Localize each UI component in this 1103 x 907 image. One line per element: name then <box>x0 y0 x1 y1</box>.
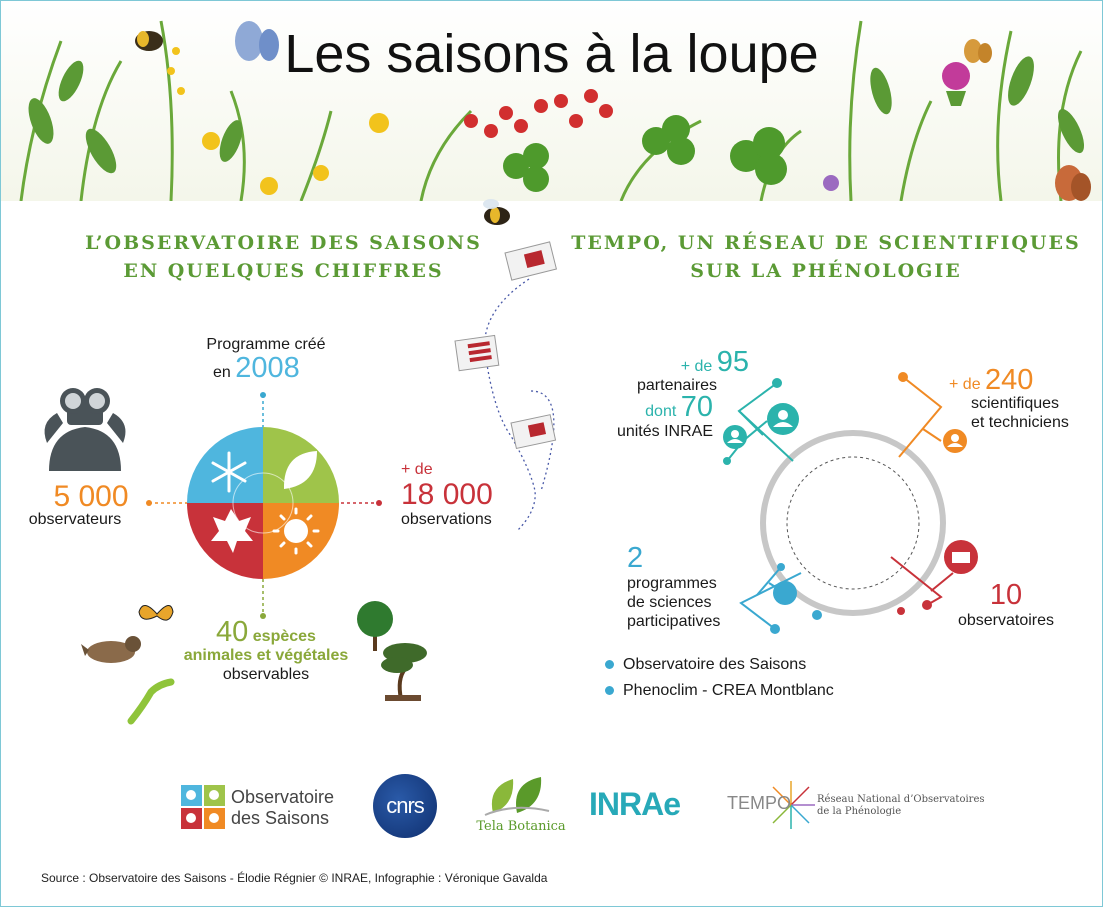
observatories-label: observatoires <box>957 612 1055 629</box>
scientists-block <box>949 364 1069 432</box>
winter-quadrant <box>187 427 263 503</box>
tempo-logo-line2: de la Phénologie <box>817 806 902 817</box>
document-icon <box>455 335 499 370</box>
ods-logo-line1: Observatoire <box>231 787 335 807</box>
program-en-label: en <box>213 364 231 381</box>
tela-leaf-icon <box>483 773 553 817</box>
documents-trail <box>441 241 571 551</box>
partners-label: partenaires <box>637 377 718 394</box>
programs-line1: programmes <box>627 575 717 592</box>
species-line1: espèces <box>252 628 316 645</box>
units-prefix: dont <box>645 403 677 420</box>
programs-line2: de sciences <box>627 594 712 611</box>
species-line3: observables <box>222 666 310 683</box>
program-created <box>213 352 300 384</box>
document-icon <box>505 242 556 280</box>
programs-value: 2 <box>627 542 644 574</box>
lizard-icon <box>131 682 171 721</box>
units-block <box>593 391 713 441</box>
tela-botanica-logo[interactable] <box>471 773 571 839</box>
binoculars-observer-icon <box>39 383 131 471</box>
program-list <box>605 651 834 703</box>
units-value: 70 <box>680 391 713 423</box>
program-list-item-1: Observatoire des Saisons <box>623 655 807 673</box>
animals-illustration <box>81 596 181 726</box>
butterfly-icon <box>139 605 173 620</box>
page-title: Les saisons à la loupe <box>284 24 819 84</box>
source-footer: Source : Observatoire des Saisons - Élodie Régnier © INRAE, Infographie : Véronique Gavalda <box>41 871 548 885</box>
observatories-value: 10 <box>989 579 1023 611</box>
observations-value: 18 000 <box>401 478 493 511</box>
document-icon <box>511 415 556 449</box>
observations-label: observations <box>401 511 492 528</box>
species-line2: animales et végétales <box>183 647 349 664</box>
units-label: unités INRAE <box>616 423 713 440</box>
ods-logo-line2: des Saisons <box>231 808 330 828</box>
observations-prefix: + de <box>401 461 433 478</box>
programs-line3: participatives <box>627 613 721 630</box>
list-item <box>605 677 834 703</box>
left-heading-line2: EN QUELQUES CHIFFRES <box>123 260 444 282</box>
scientists-value: 240 <box>985 364 1034 396</box>
bullet-icon <box>605 686 614 695</box>
tempo-logo-line1: Réseau National d’Observatoires <box>817 794 985 805</box>
right-heading <box>556 229 1096 285</box>
tree-icon <box>357 601 393 651</box>
right-heading-line1: TEMPO, UN RÉSEAU DE SCIENTIFIQUES <box>571 232 1081 254</box>
observatories-block <box>951 579 1061 630</box>
program-created-label: Programme créé <box>206 336 326 353</box>
cnrs-logo[interactable] <box>373 774 437 838</box>
bee-icon <box>479 196 515 232</box>
tempo-logo[interactable] <box>727 779 987 833</box>
programs-block <box>627 542 720 631</box>
left-heading <box>81 229 486 285</box>
ods-logo[interactable] <box>181 783 351 833</box>
partners-prefix: + de <box>680 358 713 375</box>
scientists-line2: et techniciens <box>971 414 1069 431</box>
tela-logo-text: Tela Botanica <box>476 819 566 834</box>
scientists-line1: scientifiques <box>971 395 1060 412</box>
program-year: 2008 <box>235 352 300 384</box>
list-item <box>605 651 834 677</box>
bullet-icon <box>605 660 614 669</box>
tempo-logo-text: TEMPO <box>727 793 792 813</box>
right-heading-line2: SUR LA PHÉNOLOGIE <box>690 260 962 282</box>
scientists-prefix: + de <box>949 376 981 393</box>
partners-value: 95 <box>716 346 749 378</box>
bonsai-icon <box>381 643 427 701</box>
program-list-item-2: Phenoclim - CREA Montblanc <box>623 681 834 699</box>
sparrow-icon <box>81 636 141 663</box>
species-value: 40 <box>216 616 249 648</box>
species-block <box>166 616 366 684</box>
partners-block <box>629 346 749 395</box>
cnrs-logo-text: cnrs <box>386 793 424 818</box>
observers-label: observateurs <box>28 511 122 528</box>
inrae-logo[interactable]: INRAe <box>589 786 681 822</box>
observers-value: 5 000 <box>53 480 129 513</box>
left-heading-line1: L’OBSERVATOIRE DES SAISONS <box>85 232 482 254</box>
trees-illustration <box>351 599 443 704</box>
ods-logo-icon <box>181 785 227 831</box>
